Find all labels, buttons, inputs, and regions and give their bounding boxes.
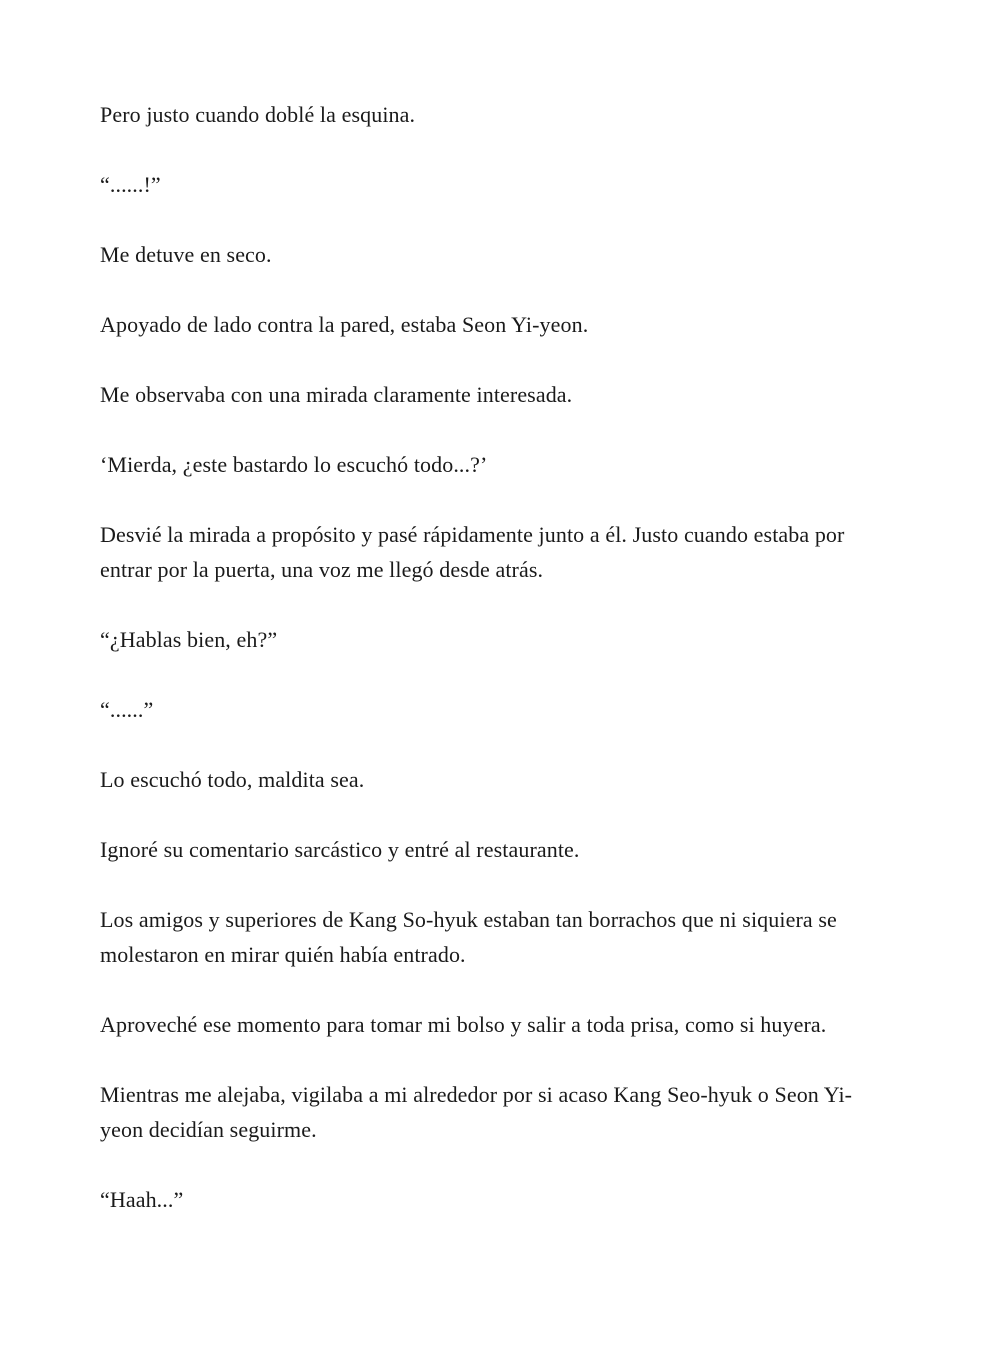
paragraph: Me detuve en seco. <box>100 242 272 267</box>
paragraph: ‘Mierda, ¿este bastardo lo escuchó todo...?’ <box>100 452 488 477</box>
paragraph: Ignoré su comentario sarcástico y entré al restaurante. <box>100 837 580 862</box>
paragraph: Pero justo cuando doblé la esquina. <box>100 102 416 127</box>
paragraph: Los amigos y superiores de Kang So-hyuk estaban tan borrachos que ni siquiera se molestaron en mirar quién había entrado. <box>100 907 837 967</box>
paragraph: “Haah...” <box>100 1187 184 1212</box>
paragraph: “......!” <box>100 172 161 197</box>
paragraph: Aproveché ese momento para tomar mi bolso y salir a toda prisa, como si huyera. <box>100 1012 827 1037</box>
paragraph: Apoyado de lado contra la pared, estaba Seon Yi-yeon. <box>100 312 589 337</box>
paragraph: Mientras me alejaba, vigilaba a mi alrededor por si acaso Kang Seo-hyuk o Seon Yi-yeon decidían seguirme. <box>100 1082 853 1142</box>
paragraph: Lo escuchó todo, maldita sea. <box>100 767 365 792</box>
paragraph: Me observaba con una mirada claramente interesada. <box>100 382 573 407</box>
paragraph: “......” <box>100 697 154 722</box>
paragraph: “¿Hablas bien, eh?” <box>100 627 278 652</box>
paragraph: Desvié la mirada a propósito y pasé rápidamente junto a él. Justo cuando estaba por entrar por la puerta, una voz me llegó desde atrás. <box>100 522 845 582</box>
document-body <box>100 97 870 1252</box>
